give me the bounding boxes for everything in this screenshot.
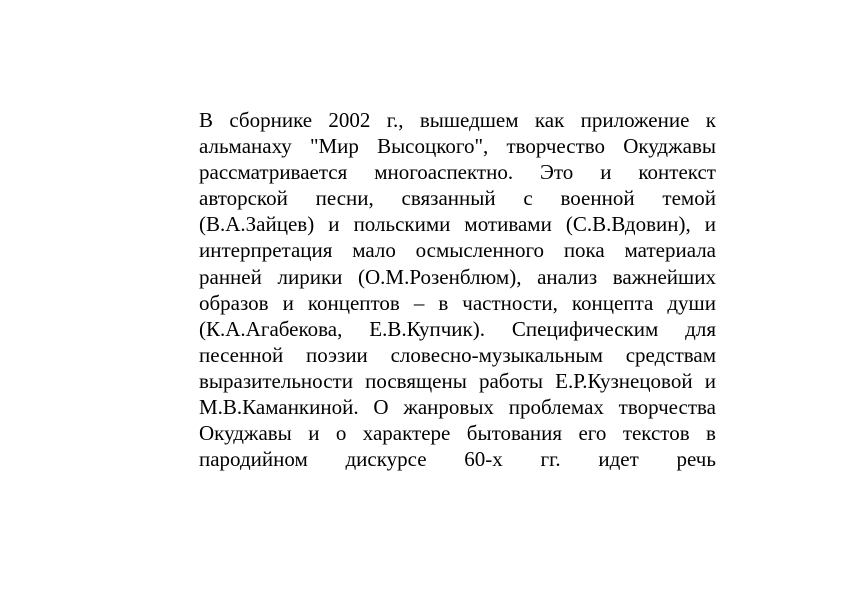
word: 2002: [328, 108, 371, 132]
word: для: [685, 316, 716, 341]
word: г.,: [386, 108, 404, 132]
word: "Мир: [309, 134, 359, 159]
paragraph-line: [199, 394, 716, 420]
word: образов: [199, 290, 269, 315]
word: характере: [362, 421, 451, 446]
word: лирики: [277, 264, 343, 289]
word: выразительности: [199, 368, 353, 393]
word: песенной: [199, 342, 284, 367]
word: и: [308, 421, 320, 446]
word: и: [600, 160, 612, 185]
word: проблемах: [508, 395, 604, 420]
paragraph-line: [199, 159, 716, 185]
word: идет: [598, 447, 639, 472]
word: мало: [352, 238, 396, 263]
word: 60-х: [464, 447, 503, 472]
word: гг.: [540, 447, 561, 472]
paragraph-line: [199, 290, 716, 316]
word: жанровых: [403, 395, 494, 420]
word: концепта: [571, 290, 654, 315]
word: вышедшем: [419, 108, 519, 132]
word: в: [706, 421, 716, 446]
word: и: [704, 212, 716, 237]
word: его: [578, 421, 607, 446]
word: к: [705, 108, 716, 132]
word: и: [704, 368, 716, 393]
word: бытования: [466, 421, 563, 446]
word: (К.А.Агабекова,: [199, 316, 343, 341]
word: осмысленного: [415, 238, 545, 263]
word: Окуджавы: [623, 134, 716, 159]
paragraph-line: [199, 316, 716, 342]
paragraph-line: [199, 446, 716, 472]
paragraph-line: [199, 211, 716, 237]
word: альманаху: [199, 134, 292, 159]
word: мотивами: [464, 212, 552, 237]
paragraph-line: [199, 133, 716, 159]
word: и: [282, 290, 294, 315]
word: М.В.Каманкиной.: [199, 395, 359, 420]
paragraph-line: [199, 342, 716, 368]
word: дискурсе: [345, 447, 427, 472]
word: Окуджавы: [199, 421, 292, 446]
word: темой: [662, 186, 716, 211]
word: многоаспектно.: [374, 160, 514, 185]
word: Высоцкого",: [377, 134, 489, 159]
word: В: [199, 108, 214, 132]
word: текстов: [622, 421, 690, 446]
word: авторской: [199, 186, 288, 211]
word: –: [413, 290, 425, 315]
word: рассматривается: [199, 160, 348, 185]
word: посвящены: [365, 368, 467, 393]
word: сборнике: [229, 108, 313, 132]
word: Специфическим: [511, 316, 659, 341]
word: контекст: [638, 160, 716, 185]
word: Е.В.Купчик).: [369, 316, 485, 341]
paragraph-line: [199, 185, 716, 211]
word: творчества: [618, 395, 716, 420]
word: важнейших: [612, 264, 716, 289]
word: интерпретация: [199, 238, 333, 263]
word: военной: [560, 186, 635, 211]
word: как: [534, 108, 565, 132]
word: (С.В.Вдовин),: [565, 212, 691, 237]
word: анализ: [537, 264, 598, 289]
word: творчество: [506, 134, 606, 159]
word: о: [335, 421, 347, 446]
word: пародийном: [199, 447, 308, 472]
word: пока: [563, 238, 605, 263]
word: средствам: [625, 342, 716, 367]
word: приложение: [580, 108, 690, 132]
word: (В.А.Зайцев): [199, 212, 315, 237]
word: песни,: [315, 186, 374, 211]
word: концептов: [307, 290, 400, 315]
word: с: [523, 186, 533, 211]
word: Это: [540, 160, 574, 185]
word: ранней: [199, 264, 262, 289]
word: души: [667, 290, 716, 315]
word: Е.Р.Кузнецовой: [555, 368, 693, 393]
paragraph-line: [199, 368, 716, 394]
word: и: [328, 212, 340, 237]
word: словесно-музыкальным: [390, 342, 603, 367]
word: (О.М.Розенблюм),: [358, 264, 522, 289]
word: связанный: [401, 186, 496, 211]
word: речь: [676, 447, 716, 472]
paragraph-line: [199, 264, 716, 290]
body-paragraph: [199, 107, 716, 472]
word: поэзии: [306, 342, 368, 367]
paragraph-line: [199, 420, 716, 446]
word: О: [373, 395, 389, 420]
word: в: [438, 290, 449, 315]
word: материала: [624, 238, 716, 263]
word: частности,: [462, 290, 558, 315]
word: работы: [478, 368, 543, 393]
paragraph-line: [199, 237, 716, 263]
paragraph-line: [199, 107, 716, 133]
word: польскими: [353, 212, 451, 237]
